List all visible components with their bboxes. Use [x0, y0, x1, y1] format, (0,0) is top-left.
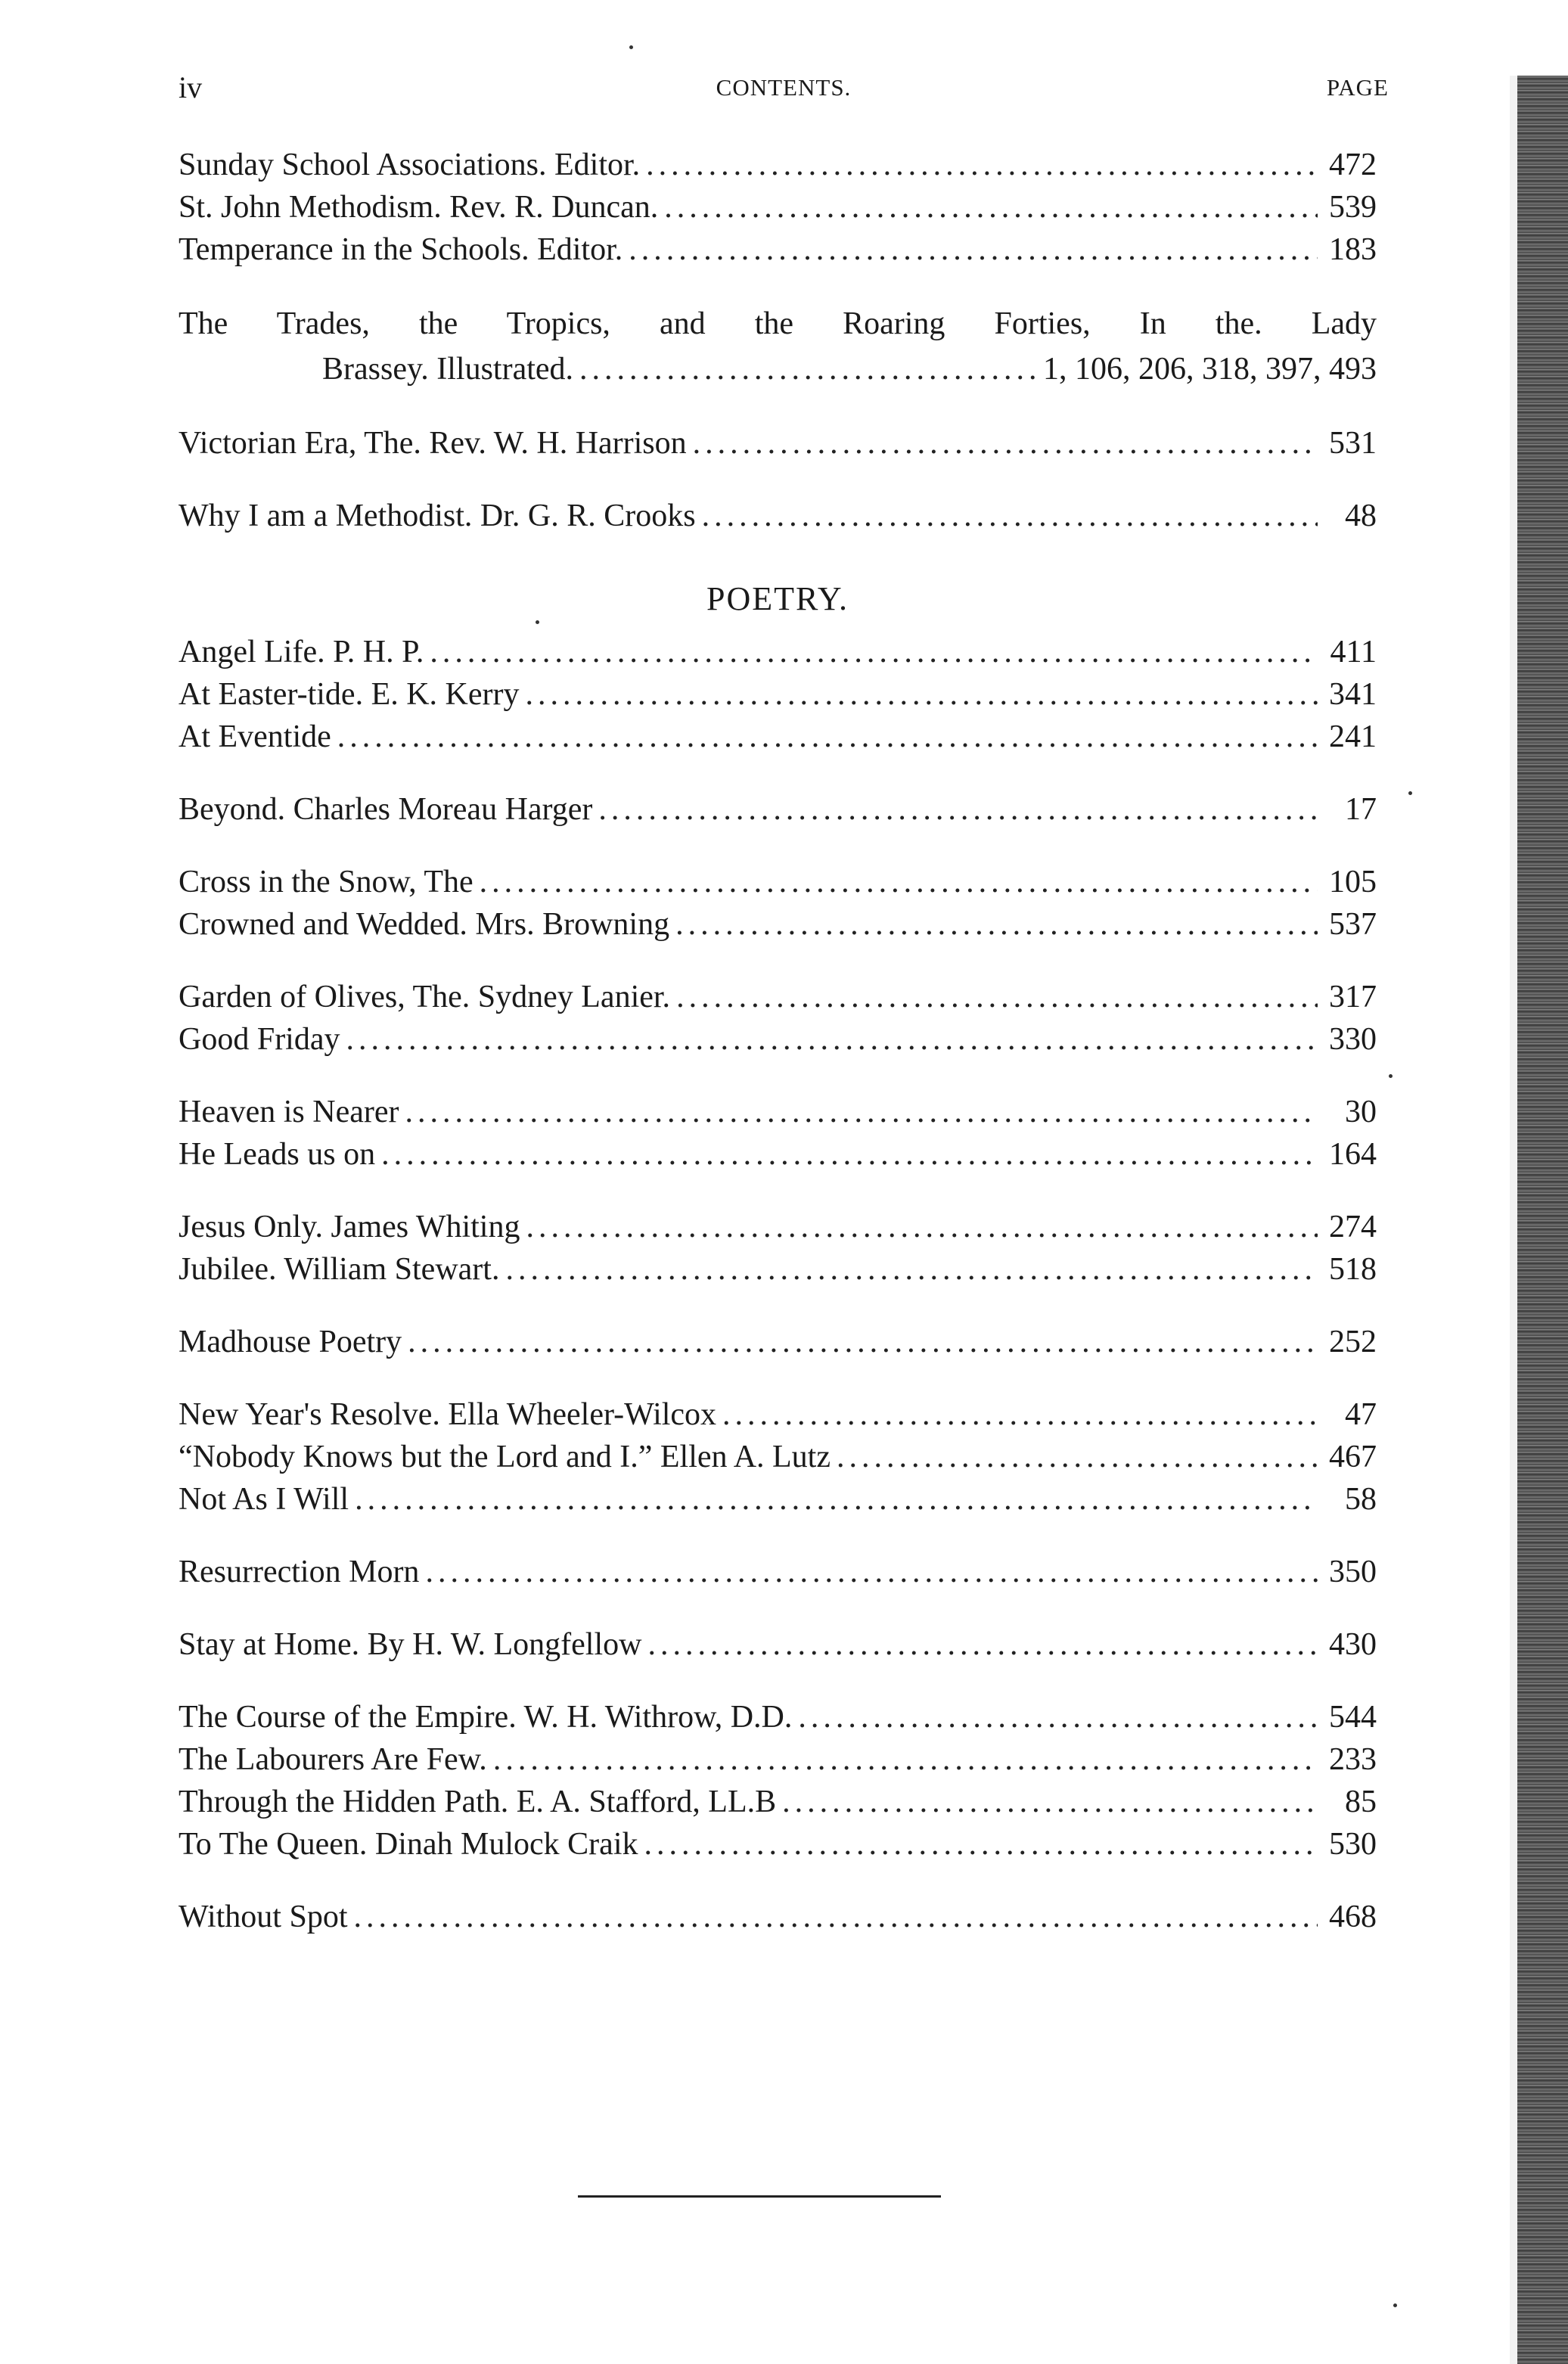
entry-title: Madhouse Poetry [179, 1325, 402, 1359]
dot-leader [505, 1248, 1318, 1291]
poetry-heading: POETRY. [706, 580, 849, 617]
poetry-entry [179, 1393, 1377, 1436]
dot-leader [405, 1091, 1318, 1133]
spacer [179, 1865, 1377, 1896]
toc-entry [179, 186, 1377, 228]
entry-title-line2-row [179, 346, 1377, 392]
spacer [179, 1521, 1377, 1551]
dot-leader [337, 716, 1318, 758]
spacer [179, 392, 1377, 422]
entry-page: 518 [1329, 1252, 1377, 1287]
dot-leader [493, 1738, 1318, 1781]
poetry-list [179, 631, 1377, 1938]
ink-speck [1408, 791, 1412, 795]
entry-title: Stay at Home. By H. W. Longfellow [179, 1627, 642, 1662]
page-edge-strip [1510, 76, 1568, 2364]
entry-page: 544 [1329, 1700, 1377, 1735]
entry-page: 350 [1329, 1555, 1377, 1589]
entry-title: St. John Methodism. Rev. R. Duncan. [179, 190, 659, 225]
dot-leader [782, 1781, 1318, 1823]
entry-title: “Nobody Knows but the Lord and I.” Ellen A. Lutz [179, 1440, 831, 1474]
poetry-entry [179, 861, 1377, 903]
dot-leader [676, 976, 1318, 1018]
ink-speck [1393, 2303, 1397, 2307]
entry-title: Heaven is Nearer [179, 1095, 399, 1129]
spacer [179, 271, 1377, 301]
entry-title: Cross in the Snow, The [179, 865, 474, 899]
entry-page: 274 [1329, 1210, 1377, 1244]
poetry-entry [179, 1248, 1377, 1291]
entry-title: The Labourers Are Few. [179, 1742, 487, 1777]
spacer [179, 831, 1377, 861]
entry-title: Good Friday [179, 1022, 340, 1057]
spacer [179, 1593, 1377, 1623]
poetry-entry [179, 1018, 1377, 1061]
ink-speck [1389, 1074, 1393, 1078]
poetry-entry [179, 1206, 1377, 1248]
entry-page: 183 [1329, 232, 1377, 267]
dot-leader [722, 1393, 1318, 1436]
entry-page: 468 [1329, 1900, 1377, 1934]
entry-title: Angel Life. P. H. P. [179, 635, 424, 669]
entry-title: He Leads us on [179, 1137, 376, 1172]
poetry-entry [179, 1696, 1377, 1738]
dot-leader [837, 1436, 1318, 1478]
entry-page: 330 [1329, 1022, 1377, 1057]
entry-title: Victorian Era, The. Rev. W. H. Harrison [179, 426, 687, 461]
dot-leader [355, 1478, 1318, 1521]
spacer [179, 1666, 1377, 1696]
entry-title: Temperance in the Schools. Editor. [179, 232, 623, 267]
dot-leader [647, 1623, 1318, 1666]
entry-title: Garden of Olives, The. Sydney Lanier. [179, 980, 671, 1014]
poetry-entry [179, 1738, 1377, 1781]
entry-page: 317 [1329, 980, 1377, 1014]
dot-leader [579, 346, 1037, 392]
poetry-entry [179, 1478, 1377, 1521]
poetry-entry [179, 976, 1377, 1018]
poetry-entry [179, 1623, 1377, 1666]
ink-speck [629, 45, 633, 49]
entry-title-line1: The Trades, the Tropics, and the Roaring Forties, In the. Lady [179, 306, 1377, 341]
page-number-roman: iv [179, 70, 203, 104]
page-column-label: PAGE [1326, 74, 1389, 101]
dot-leader [408, 1321, 1318, 1363]
ink-speck [536, 620, 539, 624]
toc-entry [179, 144, 1377, 186]
entry-page: 58 [1345, 1482, 1377, 1517]
entry-title-line2: Brassey. Illustrated. [322, 352, 574, 387]
spacer [179, 1291, 1377, 1321]
spacer [179, 758, 1377, 788]
entry-page: 537 [1329, 907, 1377, 942]
poetry-entry [179, 1133, 1377, 1176]
entry-title: Without Spot [179, 1900, 348, 1934]
entry-page: 531 [1329, 426, 1377, 461]
closing-rule [578, 2195, 941, 2198]
entry-title: At Eventide [179, 719, 331, 754]
entry-title: At Easter-tide. E. K. Kerry [179, 677, 520, 712]
toc-entry-multiline [179, 301, 1377, 392]
poetry-entry [179, 631, 1377, 673]
poetry-entry [179, 1781, 1377, 1823]
entry-title: Jesus Only. James Whiting [179, 1210, 520, 1244]
poetry-entry [179, 1896, 1377, 1938]
entry-page: 252 [1329, 1325, 1377, 1359]
toc-entry [179, 228, 1377, 271]
entry-page: 341 [1329, 677, 1377, 712]
page-header [179, 70, 1389, 115]
entry-page: 530 [1329, 1827, 1377, 1862]
entry-page: 539 [1329, 190, 1377, 225]
dot-leader [598, 788, 1318, 831]
dot-leader [664, 186, 1318, 228]
dot-leader [526, 673, 1318, 716]
entry-title: Through the Hidden Path. E. A. Stafford, LL.B [179, 1785, 777, 1819]
entry-title: Beyond. Charles Moreau Harger [179, 792, 593, 827]
entry-page: 233 [1329, 1742, 1377, 1777]
entry-title: Resurrection Morn [179, 1555, 420, 1589]
dot-leader [480, 861, 1318, 903]
entry-page: 48 [1345, 499, 1377, 533]
entry-page: 17 [1345, 792, 1377, 827]
entry-pages: 1, 106, 206, 318, 397, 493 [1043, 352, 1377, 387]
poetry-entry [179, 673, 1377, 716]
entry-page: 472 [1329, 148, 1377, 182]
poetry-entry [179, 903, 1377, 946]
entry-page: 47 [1345, 1397, 1377, 1432]
entry-page: 85 [1345, 1785, 1377, 1819]
spacer [179, 1061, 1377, 1091]
spacer [179, 1363, 1377, 1393]
entry-title: Crowned and Wedded. Mrs. Browning [179, 907, 670, 942]
toc-entry [179, 422, 1377, 464]
table-of-contents [179, 144, 1377, 1938]
entry-title: Why I am a Methodist. Dr. G. R. Crooks [179, 499, 696, 533]
dot-leader [798, 1696, 1318, 1738]
poetry-entry [179, 716, 1377, 758]
entry-page: 30 [1345, 1095, 1377, 1129]
contents-heading: CONTENTS. [716, 74, 852, 101]
poetry-entry [179, 1823, 1377, 1865]
dot-leader [425, 1551, 1318, 1593]
spacer [179, 464, 1377, 495]
spacer [179, 946, 1377, 976]
dot-leader [430, 631, 1318, 673]
dot-leader [644, 1823, 1318, 1865]
entry-title: The Course of the Empire. W. H. Withrow, D.D. [179, 1700, 793, 1735]
dot-leader [702, 495, 1318, 537]
poetry-entry [179, 1091, 1377, 1133]
toc-entry [179, 495, 1377, 537]
poetry-entry [179, 1436, 1377, 1478]
dot-leader [354, 1896, 1318, 1938]
dot-leader [346, 1018, 1318, 1061]
entry-title: Not As I Will [179, 1482, 349, 1517]
entry-page: 241 [1329, 719, 1377, 754]
dot-leader [675, 903, 1318, 946]
dot-leader [629, 228, 1318, 271]
spacer [179, 1176, 1377, 1206]
dot-leader [381, 1133, 1318, 1176]
entry-page: 164 [1329, 1137, 1377, 1172]
poetry-entry [179, 1551, 1377, 1593]
dot-leader [646, 144, 1318, 186]
entry-title: Sunday School Associations. Editor. [179, 148, 641, 182]
dot-leader [693, 422, 1318, 464]
entry-page: 467 [1329, 1440, 1377, 1474]
poetry-entry [179, 1321, 1377, 1363]
entry-title: New Year's Resolve. Ella Wheeler-Wilcox [179, 1397, 717, 1432]
entry-page: 411 [1330, 635, 1377, 669]
entry-page: 430 [1329, 1627, 1377, 1662]
dot-leader [526, 1206, 1318, 1248]
entry-title: Jubilee. William Stewart. [179, 1252, 500, 1287]
entry-title: To The Queen. Dinah Mulock Craik [179, 1827, 638, 1862]
poetry-entry [179, 788, 1377, 831]
entry-page: 105 [1329, 865, 1377, 899]
